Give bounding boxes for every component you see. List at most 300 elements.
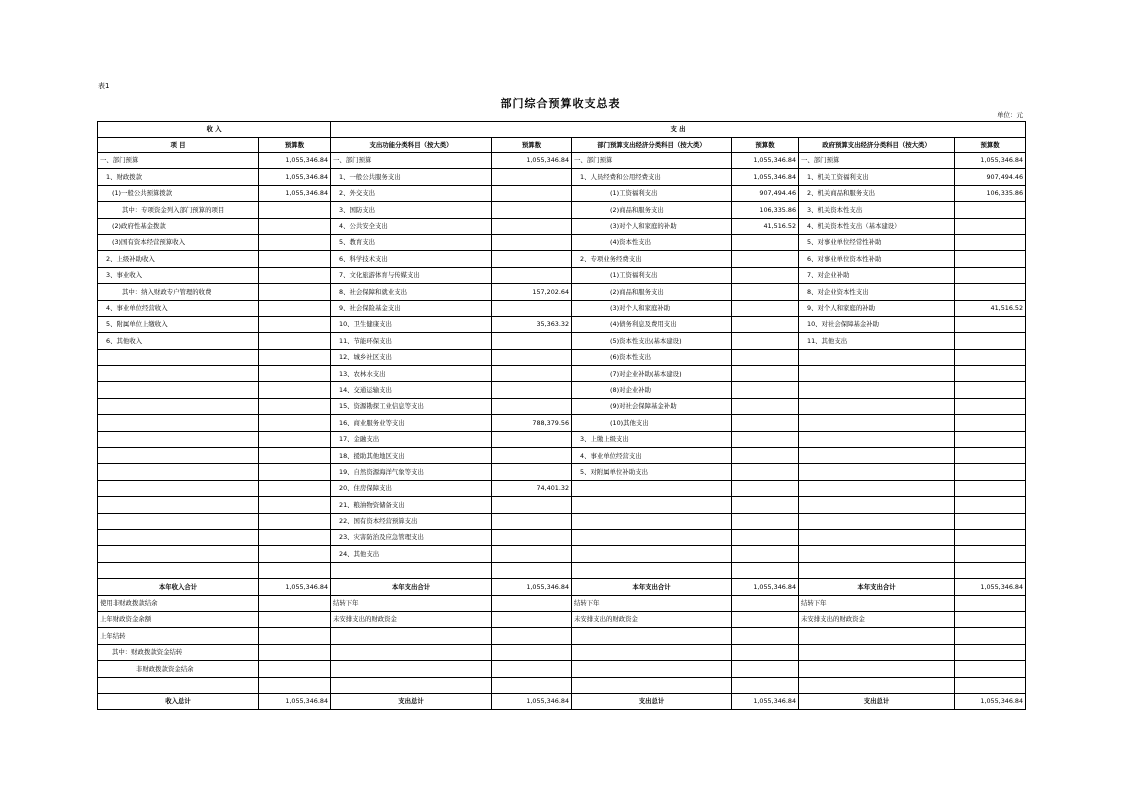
cell-dept-econ-amount <box>732 546 799 562</box>
cell-income-item: 上年结转 <box>98 628 259 644</box>
cell-gov-econ-item: 2、机关商品和服务支出 <box>799 185 955 201</box>
cell-func-amount <box>492 366 572 382</box>
cell-func-amount <box>492 300 572 316</box>
cell-gov-econ-item: 结转下年 <box>799 595 955 611</box>
cell-dept-econ-amount <box>732 366 799 382</box>
cell-income-amount <box>259 529 331 545</box>
cell-gov-econ-amount: 106,335.86 <box>955 185 1026 201</box>
cell-func-item: 22、国有资本经营预算支出 <box>331 513 492 529</box>
table-row <box>98 218 1026 234</box>
cell-func-item: 11、节能环保支出 <box>331 333 492 349</box>
cell-gov-econ-amount <box>955 415 1026 431</box>
cell-dept-econ-amount: 41,516.52 <box>732 218 799 234</box>
cell-gov-econ-amount <box>955 611 1026 627</box>
cell-income-item <box>98 464 259 480</box>
cell-func-item: 12、城乡社区支出 <box>331 349 492 365</box>
cell-dept-econ-item: (4)债务利息及费用支出 <box>572 316 732 332</box>
cell-dept-econ-item <box>572 529 732 545</box>
cell-gov-econ-item <box>799 431 955 447</box>
cell-func-item <box>331 661 492 677</box>
cell-income-item <box>98 382 259 398</box>
table-body <box>98 153 1026 710</box>
table-row <box>98 415 1026 431</box>
budget-summary-table <box>97 121 1026 710</box>
cell-gov-econ-item <box>799 464 955 480</box>
cell-gov-econ-item: 6、对事业单位资本性补助 <box>799 251 955 267</box>
cell-gov-econ-item <box>799 546 955 562</box>
cell-gov-econ-item <box>799 677 955 693</box>
cell-gov-econ-item <box>799 644 955 660</box>
page-title: 部门综合预算收支总表 <box>500 97 621 110</box>
cell-income-amount <box>259 595 331 611</box>
cell-dept-econ-amount <box>732 284 799 300</box>
cell-dept-econ-item: (4)资本性支出 <box>572 234 732 250</box>
cell-func-item: 7、文化旅游体育与传媒支出 <box>331 267 492 283</box>
cell-income-item <box>98 677 259 693</box>
cell-dept-econ-amount: 1,055,346.84 <box>732 693 799 709</box>
cell-gov-econ-amount <box>955 333 1026 349</box>
cell-func-amount <box>492 333 572 349</box>
unit-label: 单位：元 <box>997 111 1023 119</box>
cell-dept-econ-amount <box>732 415 799 431</box>
cell-func-item: 10、卫生健康支出 <box>331 316 492 332</box>
cell-dept-econ-amount <box>732 267 799 283</box>
cell-dept-econ-item <box>572 480 732 496</box>
cell-func-amount: 788,379.56 <box>492 415 572 431</box>
cell-gov-econ-amount <box>955 595 1026 611</box>
cell-func-amount <box>492 251 572 267</box>
cell-gov-econ-item <box>799 628 955 644</box>
cell-income-item: 收入总计 <box>98 693 259 709</box>
cell-dept-econ-item: (10)其他支出 <box>572 415 732 431</box>
col-header-budget: 预算数 <box>259 137 331 153</box>
cell-func-item: 2、外交支出 <box>331 185 492 201</box>
cell-gov-econ-amount <box>955 316 1026 332</box>
cell-func-item: 13、农林水支出 <box>331 366 492 382</box>
cell-func-amount <box>492 546 572 562</box>
cell-income-amount <box>259 366 331 382</box>
cell-dept-econ-item: (7)对企业补助(基本建设) <box>572 366 732 382</box>
cell-income-amount <box>259 398 331 414</box>
cell-income-amount <box>259 300 331 316</box>
cell-income-item <box>98 366 259 382</box>
cell-func-item: 21、粮油物资储备支出 <box>331 497 492 513</box>
cell-income-amount <box>259 415 331 431</box>
cell-gov-econ-amount <box>955 349 1026 365</box>
cell-func-item: 一、部门预算 <box>331 153 492 169</box>
table-row <box>98 448 1026 464</box>
column-header-row <box>98 137 1026 153</box>
cell-func-item <box>331 562 492 578</box>
cell-func-item: 24、其他支出 <box>331 546 492 562</box>
cell-gov-econ-item <box>799 349 955 365</box>
cell-gov-econ-item: 11、其他支出 <box>799 333 955 349</box>
cell-func-item: 16、商业服务业等支出 <box>331 415 492 431</box>
cell-gov-econ-amount <box>955 464 1026 480</box>
table-row <box>98 169 1026 185</box>
cell-gov-econ-amount <box>955 398 1026 414</box>
cell-func-amount <box>492 398 572 414</box>
cell-dept-econ-amount <box>732 300 799 316</box>
cell-income-amount <box>259 218 331 234</box>
cell-gov-econ-item <box>799 661 955 677</box>
cell-income-item: 其中：纳入财政专户管理的收费 <box>98 284 259 300</box>
table-number-label: 表1 <box>98 82 110 90</box>
cell-dept-econ-amount: 106,335.86 <box>732 202 799 218</box>
cell-dept-econ-amount <box>732 529 799 545</box>
cell-func-item: 23、灾害防治及应急管理支出 <box>331 529 492 545</box>
cell-income-amount <box>259 677 331 693</box>
cell-func-amount <box>492 169 572 185</box>
cell-gov-econ-amount <box>955 628 1026 644</box>
table-row <box>98 611 1026 627</box>
table-row <box>98 382 1026 398</box>
cell-gov-econ-amount <box>955 366 1026 382</box>
cell-func-item: 支出总计 <box>331 693 492 709</box>
cell-dept-econ-amount: 1,055,346.84 <box>732 579 799 595</box>
table-row <box>98 464 1026 480</box>
cell-income-item: 上年财政资金余额 <box>98 611 259 627</box>
table-row <box>98 497 1026 513</box>
cell-dept-econ-amount <box>732 611 799 627</box>
cell-gov-econ-amount <box>955 202 1026 218</box>
cell-gov-econ-amount <box>955 529 1026 545</box>
table-row <box>98 579 1026 595</box>
cell-gov-econ-amount <box>955 480 1026 496</box>
cell-dept-econ-amount <box>732 562 799 578</box>
table-row <box>98 595 1026 611</box>
cell-gov-econ-amount <box>955 644 1026 660</box>
cell-income-item <box>98 562 259 578</box>
table-row <box>98 431 1026 447</box>
table-row <box>98 251 1026 267</box>
cell-dept-econ-item: (9)对社会保障基金补助 <box>572 398 732 414</box>
cell-dept-econ-item <box>572 546 732 562</box>
table-row <box>98 628 1026 644</box>
cell-dept-econ-item: 1、人员经费和公用经费支出 <box>572 169 732 185</box>
cell-func-item: 3、国防支出 <box>331 202 492 218</box>
cell-func-item <box>331 644 492 660</box>
cell-income-amount <box>259 611 331 627</box>
table-row <box>98 316 1026 332</box>
col-header-budget: 预算数 <box>955 137 1026 153</box>
cell-func-amount <box>492 349 572 365</box>
cell-income-amount <box>259 333 331 349</box>
cell-income-amount <box>259 480 331 496</box>
cell-gov-econ-item <box>799 448 955 464</box>
cell-dept-econ-amount <box>732 677 799 693</box>
cell-dept-econ-item: 未安排支出的财政资金 <box>572 611 732 627</box>
cell-dept-econ-item: (2)商品和服务支出 <box>572 202 732 218</box>
cell-gov-econ-amount <box>955 448 1026 464</box>
table-row <box>98 300 1026 316</box>
section-header-row <box>98 122 1026 138</box>
table-row <box>98 562 1026 578</box>
cell-func-item: 19、自然资源海洋气象等支出 <box>331 464 492 480</box>
cell-dept-econ-item <box>572 644 732 660</box>
cell-dept-econ-amount <box>732 431 799 447</box>
expense-section-header: 支 出 <box>331 122 1026 138</box>
cell-dept-econ-item: 支出总计 <box>572 693 732 709</box>
cell-func-amount <box>492 234 572 250</box>
cell-dept-econ-item: (1)工资福利支出 <box>572 185 732 201</box>
cell-income-item: 其中：财政拨款资金结转 <box>98 644 259 660</box>
cell-func-amount: 1,055,346.84 <box>492 693 572 709</box>
cell-func-item: 14、交通运输支出 <box>331 382 492 398</box>
cell-income-amount: 1,055,346.84 <box>259 579 331 595</box>
cell-func-item: 4、公共安全支出 <box>331 218 492 234</box>
cell-dept-econ-amount <box>732 398 799 414</box>
cell-income-amount <box>259 513 331 529</box>
cell-gov-econ-amount <box>955 562 1026 578</box>
table-row <box>98 677 1026 693</box>
cell-gov-econ-amount <box>955 251 1026 267</box>
cell-func-item: 20、住房保障支出 <box>331 480 492 496</box>
cell-dept-econ-item: 3、上缴上级支出 <box>572 431 732 447</box>
cell-gov-econ-item <box>799 382 955 398</box>
cell-gov-econ-item: 支出总计 <box>799 693 955 709</box>
cell-gov-econ-amount <box>955 218 1026 234</box>
cell-func-item: 9、社会保险基金支出 <box>331 300 492 316</box>
cell-func-amount <box>492 677 572 693</box>
cell-func-item <box>331 628 492 644</box>
cell-gov-econ-item <box>799 415 955 431</box>
table-row <box>98 546 1026 562</box>
cell-gov-econ-amount <box>955 431 1026 447</box>
cell-func-item: 6、科学技术支出 <box>331 251 492 267</box>
cell-gov-econ-amount <box>955 267 1026 283</box>
cell-income-item: 6、其他收入 <box>98 333 259 349</box>
cell-func-item: 17、金融支出 <box>331 431 492 447</box>
cell-dept-econ-item <box>572 677 732 693</box>
table-row <box>98 644 1026 660</box>
cell-income-item <box>98 398 259 414</box>
cell-gov-econ-item: 5、对事业单位经常性补助 <box>799 234 955 250</box>
cell-dept-econ-amount <box>732 448 799 464</box>
cell-gov-econ-amount <box>955 234 1026 250</box>
cell-income-amount <box>259 251 331 267</box>
cell-gov-econ-item: 10、对社会保障基金补助 <box>799 316 955 332</box>
cell-func-item: 本年支出合计 <box>331 579 492 595</box>
cell-gov-econ-amount <box>955 661 1026 677</box>
cell-dept-econ-item: (3)对个人和家庭补助 <box>572 300 732 316</box>
cell-income-amount: 1,055,346.84 <box>259 693 331 709</box>
cell-income-item: 其中：专项资金列入部门预算的项目 <box>98 202 259 218</box>
table-row <box>98 513 1026 529</box>
cell-func-item: 15、资源勘探工业信息等支出 <box>331 398 492 414</box>
cell-dept-econ-amount <box>732 464 799 480</box>
cell-dept-econ-amount <box>732 480 799 496</box>
cell-dept-econ-item: 一、部门预算 <box>572 153 732 169</box>
col-header-budget: 预算数 <box>732 137 799 153</box>
cell-dept-econ-amount: 1,055,346.84 <box>732 153 799 169</box>
cell-func-amount <box>492 497 572 513</box>
cell-income-amount <box>259 546 331 562</box>
cell-dept-econ-amount <box>732 333 799 349</box>
cell-dept-econ-item: (6)资本性支出 <box>572 349 732 365</box>
cell-dept-econ-amount: 1,055,346.84 <box>732 169 799 185</box>
cell-func-item <box>331 677 492 693</box>
cell-gov-econ-amount: 1,055,346.84 <box>955 693 1026 709</box>
table-row <box>98 480 1026 496</box>
cell-income-item: 5、附属单位上缴收入 <box>98 316 259 332</box>
cell-gov-econ-item <box>799 480 955 496</box>
cell-dept-econ-amount <box>732 234 799 250</box>
cell-dept-econ-item <box>572 628 732 644</box>
cell-income-amount <box>259 349 331 365</box>
cell-gov-econ-amount: 41,516.52 <box>955 300 1026 316</box>
cell-income-item: 非财政拨款资金结余 <box>98 661 259 677</box>
cell-func-amount <box>492 513 572 529</box>
cell-func-amount: 74,401.32 <box>492 480 572 496</box>
cell-income-item <box>98 513 259 529</box>
table-row <box>98 366 1026 382</box>
cell-gov-econ-amount: 1,055,346.84 <box>955 153 1026 169</box>
cell-dept-econ-amount <box>732 513 799 529</box>
cell-dept-econ-amount: 907,494.46 <box>732 185 799 201</box>
cell-income-amount <box>259 628 331 644</box>
cell-gov-econ-amount <box>955 382 1026 398</box>
cell-dept-econ-item: (8)对企业补助 <box>572 382 732 398</box>
cell-func-amount <box>492 464 572 480</box>
cell-func-item: 结转下年 <box>331 595 492 611</box>
cell-income-item: (2)政府性基金拨款 <box>98 218 259 234</box>
cell-income-item <box>98 415 259 431</box>
cell-func-amount <box>492 595 572 611</box>
cell-income-item: 4、事业单位经营收入 <box>98 300 259 316</box>
cell-income-item <box>98 480 259 496</box>
cell-income-amount <box>259 431 331 447</box>
cell-dept-econ-item: 本年支出合计 <box>572 579 732 595</box>
cell-dept-econ-amount <box>732 644 799 660</box>
cell-income-item <box>98 546 259 562</box>
col-header-func-class: 支出功能分类科目（按大类） <box>331 137 492 153</box>
cell-dept-econ-amount <box>732 251 799 267</box>
cell-dept-econ-item: 结转下年 <box>572 595 732 611</box>
cell-gov-econ-item <box>799 497 955 513</box>
cell-gov-econ-amount <box>955 546 1026 562</box>
table-row <box>98 153 1026 169</box>
table-row <box>98 284 1026 300</box>
cell-gov-econ-item: 一、部门预算 <box>799 153 955 169</box>
cell-func-amount: 1,055,346.84 <box>492 153 572 169</box>
cell-income-amount <box>259 644 331 660</box>
cell-income-amount <box>259 234 331 250</box>
cell-func-amount: 1,055,346.84 <box>492 579 572 595</box>
cell-func-item: 8、社会保障和就业支出 <box>331 284 492 300</box>
table-row <box>98 529 1026 545</box>
cell-func-amount <box>492 611 572 627</box>
cell-income-amount <box>259 267 331 283</box>
cell-func-item: 1、一般公共服务支出 <box>331 169 492 185</box>
income-section-header: 收 入 <box>98 122 331 138</box>
cell-func-amount <box>492 628 572 644</box>
cell-dept-econ-item: (1)工资福利支出 <box>572 267 732 283</box>
cell-func-amount <box>492 431 572 447</box>
cell-dept-econ-item: (5)资本性支出(基本建设) <box>572 333 732 349</box>
table-row <box>98 661 1026 677</box>
cell-func-item: 未安排支出的财政资金 <box>331 611 492 627</box>
cell-func-amount <box>492 644 572 660</box>
cell-income-item <box>98 529 259 545</box>
cell-dept-econ-amount <box>732 595 799 611</box>
cell-income-item: 3、事业收入 <box>98 267 259 283</box>
cell-func-amount <box>492 529 572 545</box>
cell-dept-econ-amount <box>732 382 799 398</box>
cell-func-amount: 35,363.32 <box>492 316 572 332</box>
col-header-project: 项 目 <box>98 137 259 153</box>
cell-income-amount <box>259 202 331 218</box>
cell-gov-econ-item: 9、对个人和家庭的补助 <box>799 300 955 316</box>
cell-func-amount <box>492 382 572 398</box>
cell-dept-econ-item <box>572 513 732 529</box>
cell-gov-econ-item <box>799 398 955 414</box>
cell-gov-econ-amount: 1,055,346.84 <box>955 579 1026 595</box>
cell-gov-econ-item: 本年支出合计 <box>799 579 955 595</box>
cell-gov-econ-item: 4、机关资本性支出（基本建设） <box>799 218 955 234</box>
cell-income-item: 1、财政拨款 <box>98 169 259 185</box>
cell-income-amount: 1,055,346.84 <box>259 169 331 185</box>
col-header-dept-econ-class: 部门预算支出经济分类科目（按大类） <box>572 137 732 153</box>
cell-gov-econ-item: 7、对企业补助 <box>799 267 955 283</box>
cell-dept-econ-amount <box>732 349 799 365</box>
cell-func-amount <box>492 185 572 201</box>
cell-dept-econ-amount <box>732 316 799 332</box>
cell-gov-econ-amount <box>955 284 1026 300</box>
cell-income-item: 本年收入合计 <box>98 579 259 595</box>
cell-func-amount: 157,202.64 <box>492 284 572 300</box>
table-row <box>98 185 1026 201</box>
cell-gov-econ-item <box>799 513 955 529</box>
cell-gov-econ-item: 未安排支出的财政资金 <box>799 611 955 627</box>
cell-gov-econ-item <box>799 366 955 382</box>
cell-gov-econ-item: 8、对企业资本性支出 <box>799 284 955 300</box>
cell-dept-econ-item <box>572 497 732 513</box>
cell-income-item: 使用非财政拨款结余 <box>98 595 259 611</box>
cell-dept-econ-amount <box>732 661 799 677</box>
cell-income-item <box>98 349 259 365</box>
cell-income-amount <box>259 464 331 480</box>
table-row <box>98 267 1026 283</box>
cell-dept-econ-item: 2、专项业务经费支出 <box>572 251 732 267</box>
cell-income-item: (3)国有资本经营预算收入 <box>98 234 259 250</box>
cell-gov-econ-amount <box>955 513 1026 529</box>
cell-income-amount <box>259 497 331 513</box>
cell-gov-econ-item <box>799 562 955 578</box>
cell-income-amount: 1,055,346.84 <box>259 153 331 169</box>
cell-income-amount <box>259 316 331 332</box>
cell-func-amount <box>492 448 572 464</box>
cell-dept-econ-item: 4、事业单位经营支出 <box>572 448 732 464</box>
cell-dept-econ-item: 5、对附属单位补助支出 <box>572 464 732 480</box>
cell-income-amount <box>259 382 331 398</box>
cell-income-amount <box>259 448 331 464</box>
cell-income-item: (1)一般公共预算拨款 <box>98 185 259 201</box>
cell-income-amount <box>259 562 331 578</box>
cell-income-amount <box>259 661 331 677</box>
table-row <box>98 349 1026 365</box>
table-row <box>98 333 1026 349</box>
table-row <box>98 234 1026 250</box>
cell-func-amount <box>492 267 572 283</box>
cell-dept-econ-item: (2)商品和服务支出 <box>572 284 732 300</box>
cell-dept-econ-item <box>572 661 732 677</box>
cell-dept-econ-item <box>572 562 732 578</box>
cell-income-amount: 1,055,346.84 <box>259 185 331 201</box>
col-header-budget: 预算数 <box>492 137 572 153</box>
cell-gov-econ-item <box>799 529 955 545</box>
table-row <box>98 398 1026 414</box>
